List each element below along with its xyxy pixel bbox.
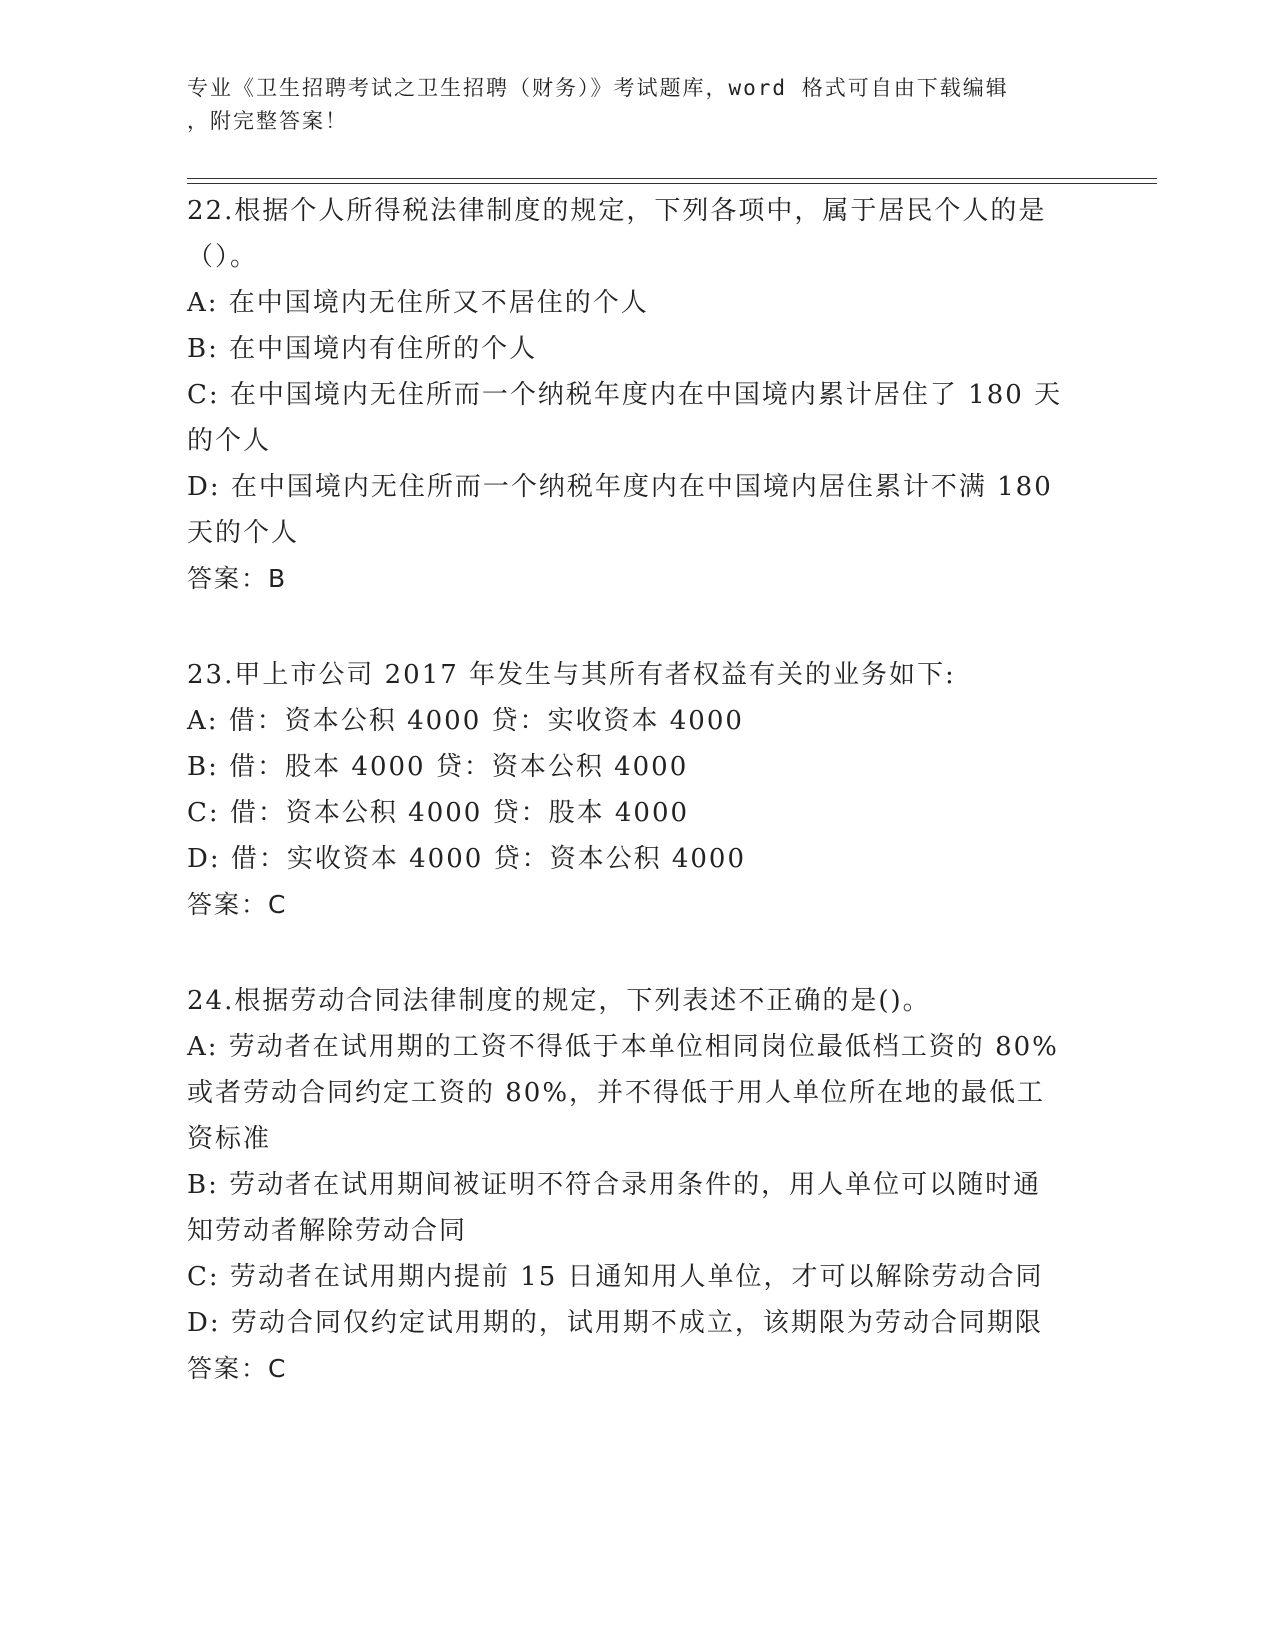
option-d: D: 借：实收资本 4000 贷：资本公积 4000 bbox=[187, 844, 747, 874]
option-a: A: 借：资本公积 4000 贷：实收资本 4000 bbox=[187, 706, 744, 736]
question-list bbox=[187, 188, 1087, 1442]
header-line-1: 专业《卫生招聘考试之卫生招聘（财务）》考试题库，word 格式可自由下载编辑 bbox=[187, 76, 1009, 100]
question-stem: （）。 bbox=[187, 242, 259, 272]
answer: 答案：B bbox=[187, 564, 288, 593]
question-stem: 24.根据劳动合同法律制度的规定，下列表述不正确的是()。 bbox=[187, 986, 931, 1016]
option-b: 知劳动者解除劳动合同 bbox=[187, 1216, 468, 1246]
option-c: C: 在中国境内无住所而一个纳税年度内在中国境内累计居住了 180 天 bbox=[187, 380, 1063, 410]
question-24 bbox=[187, 978, 1087, 1392]
question-23 bbox=[187, 652, 1087, 928]
option-a: 资标准 bbox=[187, 1124, 272, 1154]
answer: 答案：C bbox=[187, 1354, 288, 1383]
option-d: D: 在中国境内无住所而一个纳税年度内在中国境内居住累计不满 180 bbox=[187, 472, 1053, 502]
option-d: 天的个人 bbox=[187, 518, 300, 548]
option-a: A: 在中国境内无住所又不居住的个人 bbox=[187, 288, 649, 318]
option-c: 的个人 bbox=[187, 426, 272, 456]
option-c: C: 借：资本公积 4000 贷：股本 4000 bbox=[187, 798, 690, 828]
question-stem: 22.根据个人所得税法律制度的规定，下列各项中，属于居民个人的是 bbox=[187, 196, 1047, 226]
option-b: B: 劳动者在试用期间被证明不符合录用条件的，用人单位可以随时通 bbox=[187, 1170, 1042, 1200]
header-line-2: ，附完整答案！ bbox=[187, 109, 348, 133]
question-stem: 23.甲上市公司 2017 年发生与其所有者权益有关的业务如下: bbox=[187, 660, 956, 690]
document-header bbox=[187, 72, 1067, 138]
option-a: 或者劳动合同约定工资的 80%，并不得低于用人单位所在地的最低工 bbox=[187, 1078, 1046, 1108]
question-22 bbox=[187, 188, 1087, 602]
answer: 答案：C bbox=[187, 890, 288, 919]
header-divider-bottom bbox=[187, 183, 1157, 184]
option-d: D: 劳动合同仅约定试用期的，试用期不成立，该期限为劳动合同期限 bbox=[187, 1308, 1043, 1338]
option-a: A: 劳动者在试用期的工资不得低于本单位相同岗位最低档工资的 80% bbox=[187, 1032, 1059, 1062]
option-b: B: 在中国境内有住所的个人 bbox=[187, 334, 538, 364]
option-b: B: 借：股本 4000 贷：资本公积 4000 bbox=[187, 752, 689, 782]
option-c: C: 劳动者在试用期内提前 15 日通知用人单位，才可以解除劳动合同 bbox=[187, 1262, 1044, 1292]
header-divider-top bbox=[187, 178, 1157, 179]
